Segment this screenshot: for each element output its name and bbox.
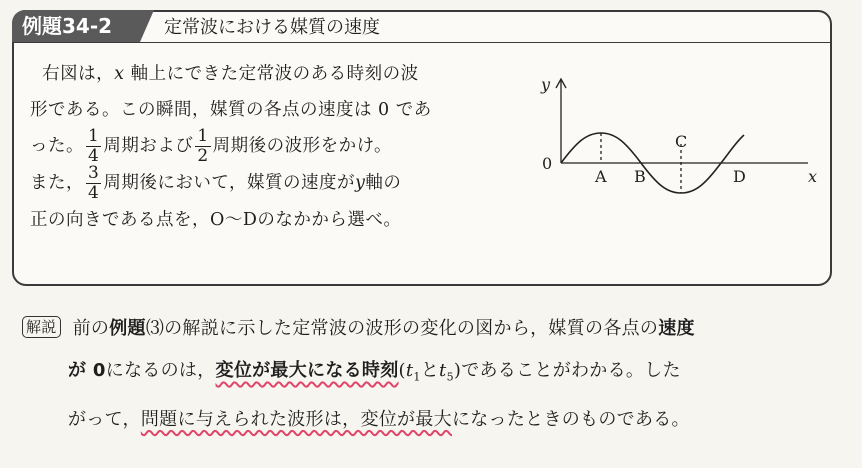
x-axis-label: x: [808, 167, 818, 186]
point-d-label: D: [733, 167, 746, 186]
explanation-line-3: がって，問題に与えられた波形は，変位が最大になったときのものである。: [68, 408, 690, 430]
problem-line-5: 正の向きである点を，O〜Dのなかから選べ。: [30, 210, 402, 230]
point-c-label: C: [675, 132, 688, 151]
point-a-label: A: [595, 167, 607, 186]
explanation-line-1: 解説 前の例題⑶の解説に示した定常波の波形の変化の図から，媒質の各点の速度: [22, 308, 842, 350]
explanation-line-2: が 0になるのは，変位が最大になる時刻($t_1$と$t_5$)であることがわかる。した: [68, 360, 681, 384]
fraction-one-half: $\frac{1}{2}$: [197, 126, 209, 166]
problem-line-4: また， $\frac{3}{4}$ 周期後において，媒質の速度がy軸の: [30, 163, 402, 203]
fraction-one-quarter: $\frac{1}{4}$: [88, 126, 100, 166]
problem-header: [14, 12, 830, 43]
y-axis-label: y: [541, 75, 551, 94]
standing-wave-diagram: [536, 68, 826, 198]
highlight-max-displacement-time: 変位が最大になる時刻: [215, 360, 399, 381]
problem-text: [30, 56, 510, 238]
highlight-given-waveform: 問題に与えられた波形は，変位が最大: [140, 408, 452, 430]
explanation: [22, 308, 842, 441]
problem-line-3: った。 $\frac{1}{4}$ 周期および $\frac{1}{2}$ 周期後の波形をかけ。: [30, 126, 392, 166]
problem-title: 定常波における媒質の速度: [164, 17, 380, 38]
fraction-three-quarters: $\frac{3}{4}$: [88, 163, 100, 203]
problem-line-2: 形である。この瞬間，媒質の各点の速度は 0 であ: [30, 100, 432, 120]
point-b-label: B: [634, 167, 646, 186]
example-problem-box: [12, 10, 832, 286]
example-label: 例題34-2: [12, 10, 140, 42]
problem-line-1: 右図は，x 軸上にできた定常波のある時刻の波: [42, 64, 419, 84]
origin-label: 0: [542, 154, 553, 173]
explanation-badge: 解説: [22, 316, 61, 338]
